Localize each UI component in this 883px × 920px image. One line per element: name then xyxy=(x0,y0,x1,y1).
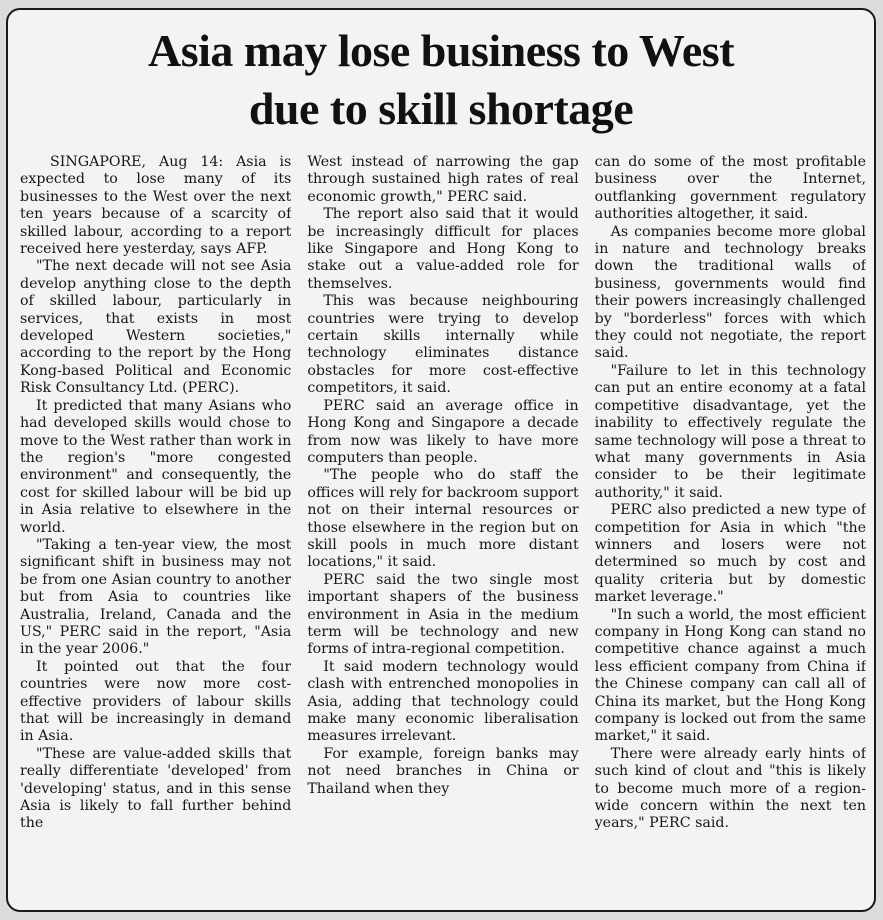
paragraph: There were already early hints of such kind of clout and "this is likely to become much more of a region-wide concern within the next ten years," PERC said. xyxy=(594,745,866,832)
paragraph: The report also said that it would be increasingly difficult for places like Singapore and Hong Kong to stake out a value-added role for themselves. xyxy=(307,206,579,292)
newspaper-clipping xyxy=(6,8,876,912)
paragraph: "These are value-added skills that really differentiate 'developed' from 'developing' status, and in this sense Asia is likely to fall further behind the xyxy=(20,745,292,832)
paragraph: SINGAPORE, Aug 14: Asia is expected to lose many of its businesses to the West over the next ten years because of a scarcity of skilled labour, according to a report received here yesterday, says AFP. xyxy=(20,154,292,258)
paragraph: "The next decade will not see Asia develop anything close to the depth of skilled labour, particularly in services, that exists in most developed Western societies," according to the report by the Hong Kong-based Political and Economic Risk Consultancy Ltd. (PERC). xyxy=(20,258,292,397)
paragraph: It predicted that many Asians who had developed skills would chose to move to the West rather than work in the region's "more congested environment" and consequently, the cost for skilled labour will be bid up in Asia relative to elsewhere in the world. xyxy=(20,397,292,536)
paragraph: "The people who do staff the offices will rely for backroom support not on their internal resources or those elsewhere in the region but on skill pools in much more distant locations," it said. xyxy=(307,467,579,571)
paragraph: PERC also predicted a new type of competition for Asia in which "the winners and losers were not determined so much by cost and quality criteria but by domestic market leverage." xyxy=(594,502,866,606)
paragraph: PERC said an average office in Hong Kong and Singapore a decade from now was likely to have more computers than people. xyxy=(307,397,579,466)
headline-line-2: due to skill shortage xyxy=(248,83,634,134)
column-2 xyxy=(307,154,578,904)
paragraph: "In such a world, the most efficient company in Hong Kong can stand no competitive chance against a much less efficient company from China if the Chinese company can call all of China its market, but the Hong Kong company is locked out from the same market," it said. xyxy=(594,606,866,745)
paragraph: can do some of the most profitable business over the Internet, outflanking government regulatory authorities altogether, it said. xyxy=(594,154,866,223)
paragraph: It said modern technology would clash with entrenched monopolies in Asia, adding that technology could make many economic liberalisation measures irrelevant. xyxy=(307,658,579,745)
paragraph: PERC said the two single most important shapers of the business environment in Asia in the medium term will be technology and new forms of intra-regional competition. xyxy=(307,571,579,658)
paragraph: West instead of narrowing the gap through sustained high rates of real economic growth," PERC said. xyxy=(307,154,579,205)
paragraph: For example, foreign banks may not need branches in China or Thailand when they xyxy=(307,745,579,797)
paragraph: "Taking a ten-year view, the most significant shift in business may not be from one Asian country to another but from Asia to countries like Australia, Ireland, Canada and the US," PERC said in the report, "Asia in the year 2006." xyxy=(20,536,292,658)
article-body xyxy=(20,154,866,904)
headline xyxy=(8,22,874,138)
paragraph: This was because neighbouring countries were trying to develop certain skills internally while technology eliminates distance obstacles for more cost-effective competitors, it said. xyxy=(307,293,579,397)
paragraph: As companies become more global in nature and technology breaks down the traditional walls of business, governments would find their powers increasingly challenged by "borderless" forces with which they could not negotiate, the report said. xyxy=(594,223,866,362)
paragraph: It pointed out that the four countries were now more cost-effective providers of labour skills that will be increasingly in demand in Asia. xyxy=(20,658,292,745)
column-1 xyxy=(20,154,291,904)
column-3 xyxy=(595,154,866,904)
paragraph: "Failure to let in this technology can put an entire economy at a fatal competitive disadvantage, yet the inability to effectively regulate the same technology will pose a threat to what many governments in Asia consider to be their legitimate authority," it said. xyxy=(594,362,866,501)
headline-line-1: Asia may lose business to West xyxy=(147,25,735,76)
